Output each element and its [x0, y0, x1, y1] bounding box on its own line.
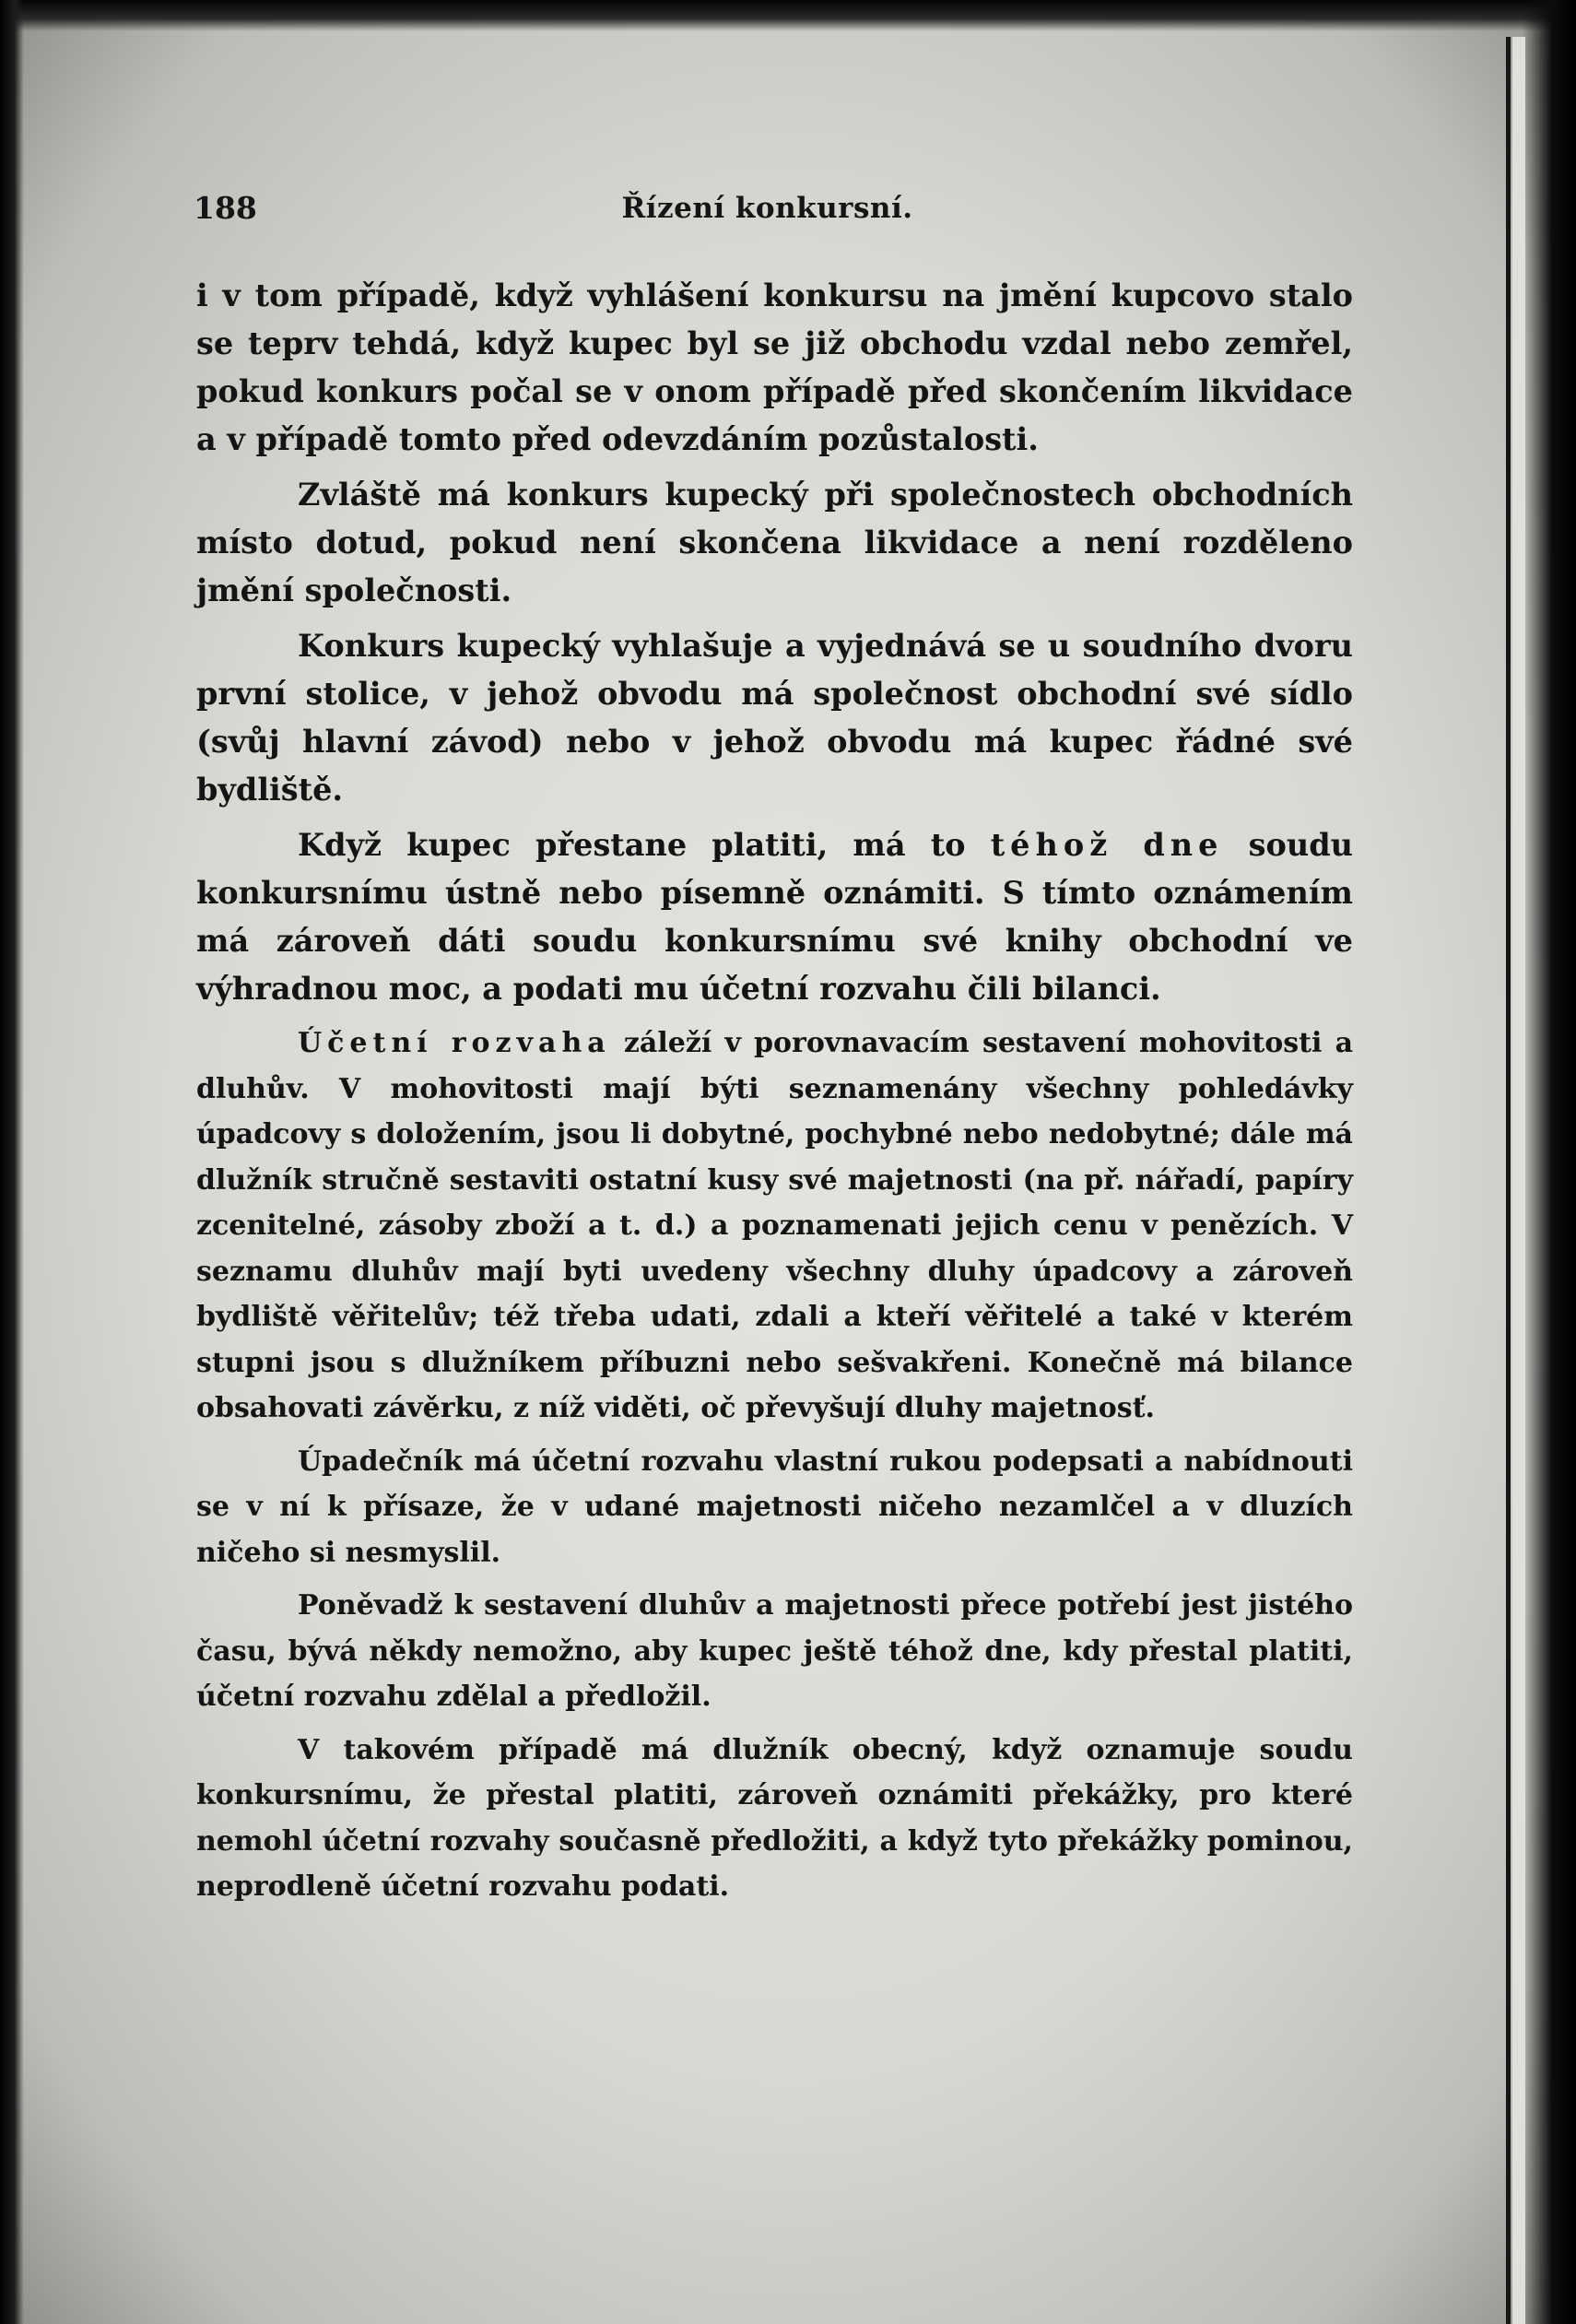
scan-border-right — [1523, 0, 1576, 2324]
paragraph-4 — [196, 821, 1353, 1013]
paragraph-5-rest: záleží v porovnavacím sestavení mohovitosti a dluhův. V mohovitosti mají býti seznamenány všechny pohledávky úpadcovy s doložením, jsou li dobytné, pochybné nebo nedobytné; dále má dlužník stručně sestaviti ostatní kusy své majetnosti (na př. nářadí, papíry zcenitelné, zásoby zboží a t. d.) a poznamenati jejich cenu v penězích. V seznamu dluhův mají byti uvedeny všechny dluhy úpadcovy a zároveň bydliště věřitelův; též třeba udati, zdali a kteří věřitelé a také v kterém stupni jsou s dlužníkem příbuzni nebo sešvakřeni. Konečně má bilance obsahovati závěrku, z níž viděti, oč převyšují dluhy majetnosť. — [196, 1027, 1354, 1424]
paragraph-5-term: Účetní rozvaha — [298, 1027, 611, 1059]
paragraph-8: V takovém případě má dlužník obecný, když oznamuje soudu konkursnímu, že přestal platiti, zároveň oznámiti překážky, pro které nemohl účetní rozvahy současně předložiti, a když tyto překážky pominou, neprodleně účetní rozvahu podati. — [196, 1733, 1353, 1903]
paragraph-3: Konkurs kupecký vyhlašuje a vyjednává se u soudního dvoru první stolice, v jehož obvodu má společnost obchodní své sídlo (svůj hlavní závod) nebo v jehož obvodu má kupec řádné své bydliště. — [196, 628, 1353, 808]
page-header — [194, 184, 1341, 240]
paragraph-4-lead: Když kupec přestane platiti, má to — [298, 827, 966, 863]
paragraph-4-rest: soudu konkursnímu ústně nebo písemně oznámiti. S tímto oznámením má zároveň dáti soudu konkursnímu své knihy obchodní ve výhradnou moc, a podati mu účetní rozvahu čili bilanci. — [196, 827, 1353, 1007]
page-gutter-line — [1506, 37, 1511, 2324]
paragraph-4-emphasis: téhož dne — [990, 827, 1224, 863]
paragraph-2: Zvláště má konkurs kupecký při společnostech obchodních místo dotud, pokud není skončena likvidace a není rozděleno jmění společnosti. — [196, 477, 1353, 608]
paragraph-1: i v tom případě, když vyhlášení konkursu na jmění kupcovo stalo se teprv tehdá, když kupec byl se již obchodu vzdal nebo zemřel, pokud konkurs počal se v onom případě před skončením likvidace a v případě tomto před odevzdáním pozůstalosti. — [196, 277, 1353, 457]
scan-border-top — [0, 0, 1576, 31]
scan-border-left — [0, 0, 24, 2324]
paragraph-5 — [196, 1020, 1353, 1432]
page-body — [196, 272, 1353, 1910]
paragraph-6: Úpadečník má účetní rozvahu vlastní rukou podepsati a nabídnouti se v ní k přísaze, že v udané majetnosti ničeho nezamlčel a v dluzích ničeho si nesmyslil. — [196, 1445, 1353, 1569]
paragraph-7: Poněvadž k sestavení dluhův a majetnosti přece potřebí jest jistého času, bývá někdy nemožno, aby kupec ještě téhož dne, kdy přestal platiti, účetní rozvahu zdělal a předložil. — [196, 1589, 1353, 1713]
next-page-edge — [1512, 37, 1525, 2324]
running-head: Řízení konkursní. — [621, 192, 913, 225]
page-number: 188 — [194, 190, 257, 226]
